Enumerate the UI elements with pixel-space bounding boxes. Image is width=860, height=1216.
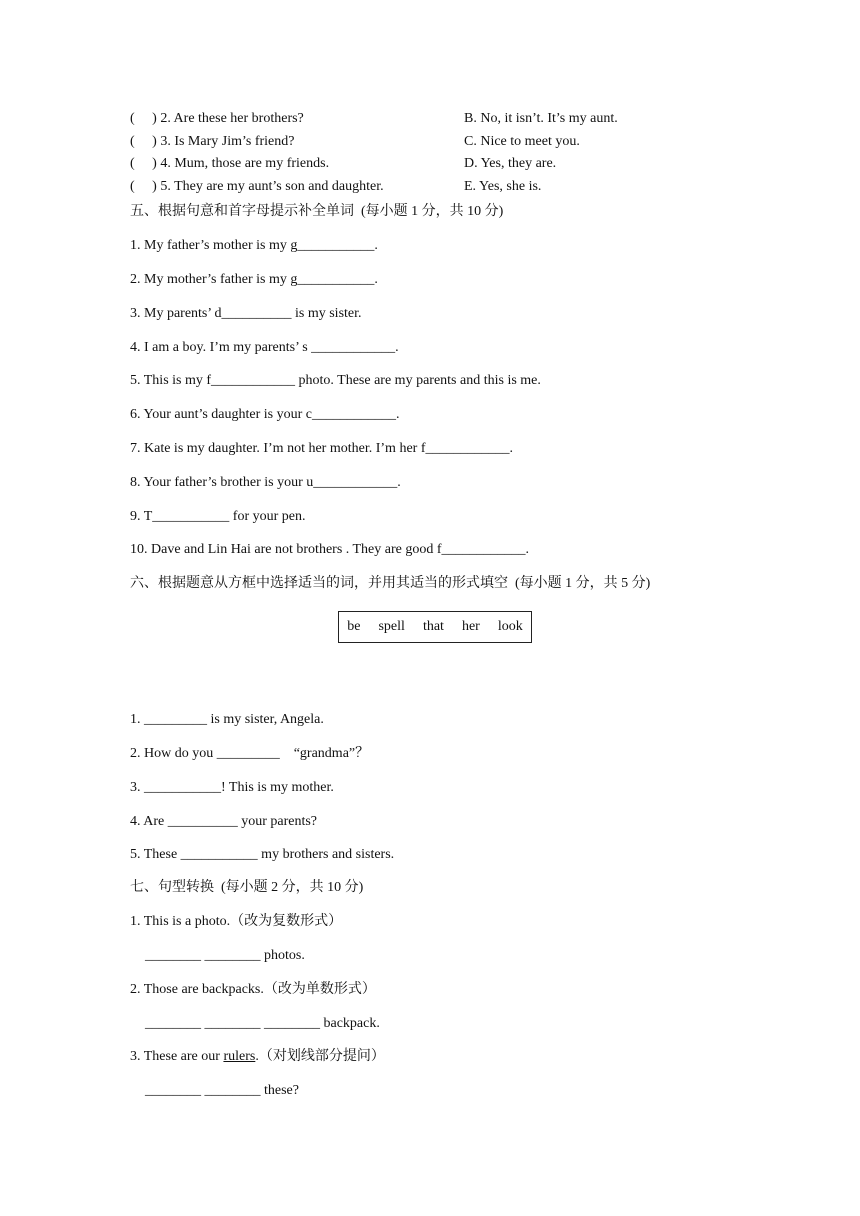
word-bank-word: that — [422, 619, 444, 634]
section6-item-3: 3. ___________! This is my mother. — [130, 780, 334, 795]
matching-answer-b: B. No, it isn’t. It’s my aunt. — [464, 111, 618, 126]
section5-item-5: 5. This is my f____________ photo. These are my parents and this is me. — [130, 373, 541, 388]
word-bank-word: look — [497, 619, 523, 634]
section6-item-4: 4. Are __________ your parents? — [130, 814, 318, 829]
section5-item-6: 6. Your aunt’s daughter is your c____________. — [130, 407, 400, 422]
section5-item-9: 9. T___________ for your pen. — [130, 509, 306, 524]
word-bank-word: her — [461, 619, 480, 634]
matching-question-5: ( ) 5. They are my aunt’s son and daughter. — [130, 179, 384, 194]
question-3-text: 3. These are our — [130, 1049, 224, 1064]
matching-question-4: ( ) 4. Mum, those are my friends. — [130, 156, 330, 171]
matching-answer-c: C. Nice to meet you. — [464, 134, 580, 149]
section7-question-2: 2. Those are backpacks.（改为单数形式） — [130, 982, 376, 997]
section5-item-4: 4. I am a boy. I’m my parents’ s ____________. — [130, 340, 399, 355]
section5-heading: 五、根据句意和首字母提示补全单词 (每小题 1 分，共 10 分) — [130, 204, 504, 219]
section5-item-8: 8. Your father’s brother is your u____________. — [130, 475, 401, 490]
section5-item-2: 2. My mother’s father is my g___________. — [130, 272, 378, 287]
word-bank-word: be — [347, 619, 361, 634]
section7-answer-2: ________ ________ ________ backpack. — [145, 1016, 380, 1031]
matching-question-2: ( ) 2. Are these her brothers? — [130, 111, 304, 126]
question-3-instruction: .（对划线部分提问） — [255, 1049, 385, 1064]
word-bank-box — [338, 611, 532, 643]
section7-question-3 — [130, 1048, 385, 1066]
section5-item-10: 10. Dave and Lin Hai are not brothers . They are good f____________. — [130, 542, 530, 557]
matching-answer-e: E. Yes, she is. — [464, 179, 542, 194]
section5-item-7: 7. Kate is my daughter. I’m not her mother. I’m her f____________. — [130, 441, 513, 456]
section6-item-5: 5. These ___________ my brothers and sisters. — [130, 847, 395, 862]
section5-item-3: 3. My parents’ d__________ is my sister. — [130, 306, 362, 321]
word-bank-word: spell — [378, 619, 405, 634]
section6-item-2: 2. How do you _________ “grandma”？ — [130, 746, 370, 761]
section6-heading: 六、根据题意从方框中选择适当的词，并用其适当的形式填空 (每小题 1 分，共 5 分) — [130, 576, 651, 591]
section7-answer-3: ________ ________ these? — [145, 1083, 299, 1098]
section5-item-1: 1. My father’s mother is my g___________. — [130, 238, 378, 253]
underlined-word: rulers — [223, 1049, 256, 1064]
section7-question-1: 1. This is a photo.（改为复数形式） — [130, 914, 343, 929]
section6-item-1: 1. _________ is my sister, Angela. — [130, 712, 324, 727]
matching-question-3: ( ) 3. Is Mary Jim’s friend? — [130, 134, 295, 149]
section7-answer-1: ________ ________ photos. — [145, 948, 305, 963]
section7-heading: 七、句型转换 (每小题 2 分，共 10 分) — [130, 880, 364, 895]
matching-answer-d: D. Yes, they are. — [464, 156, 557, 171]
